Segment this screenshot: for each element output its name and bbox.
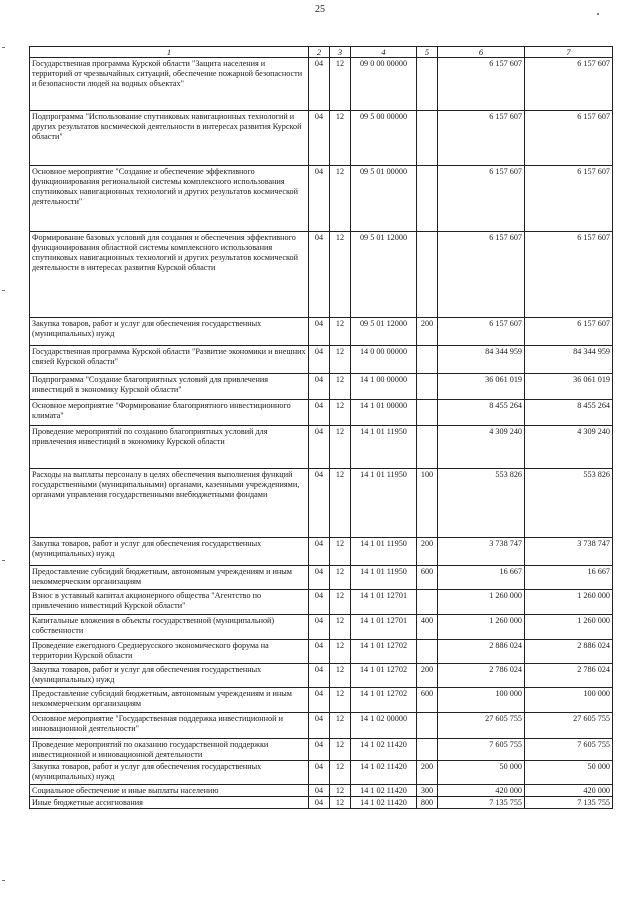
table-row bbox=[30, 426, 613, 469]
row-amount-2: 27 605 755 bbox=[525, 713, 613, 739]
row-target-article: 09 5 01 12000 bbox=[351, 232, 417, 318]
row-expense-type bbox=[417, 426, 438, 469]
row-subsection-code: 12 bbox=[330, 538, 351, 566]
row-description: Проведение ежегодного Среднерусского экономического форума на территории Курской области bbox=[30, 640, 309, 664]
row-expense-type bbox=[417, 590, 438, 615]
row-section-code: 04 bbox=[309, 785, 330, 797]
row-amount: 2 886 024 bbox=[438, 640, 525, 664]
row-description: Основное мероприятие "Создание и обеспечение эффективного функционирования региональной системы комплексного использования спутниковых навигационных технологий и других результатов космической деятельности" bbox=[30, 166, 309, 232]
row-subsection-code: 12 bbox=[330, 590, 351, 615]
row-description: Расходы на выплаты персоналу в целях обеспечения выполнения функций государственными (муниципальными) органами, казенными учреждениями, органами управления государственными внебюджетными фондами bbox=[30, 469, 309, 538]
row-target-article: 09 5 00 00000 bbox=[351, 111, 417, 166]
row-expense-type bbox=[417, 232, 438, 318]
row-subsection-code: 12 bbox=[330, 346, 351, 374]
margin-mark bbox=[2, 290, 5, 291]
row-section-code: 04 bbox=[309, 566, 330, 590]
table-row bbox=[30, 615, 613, 640]
row-description: Закупка товаров, работ и услуг для обеспечения государственных (муниципальных) нужд bbox=[30, 664, 309, 688]
row-target-article: 14 1 01 12702 bbox=[351, 664, 417, 688]
row-subsection-code: 12 bbox=[330, 111, 351, 166]
row-expense-type: 800 bbox=[417, 797, 438, 809]
row-expense-type bbox=[417, 713, 438, 739]
row-description: Основное мероприятие "Государственная поддержка инвестиционной и инновационной деятельности" bbox=[30, 713, 309, 739]
row-amount-2: 553 826 bbox=[525, 469, 613, 538]
row-amount: 7 605 755 bbox=[438, 739, 525, 761]
row-expense-type: 400 bbox=[417, 615, 438, 640]
row-amount-2: 6 157 607 bbox=[525, 111, 613, 166]
row-subsection-code: 12 bbox=[330, 615, 351, 640]
table-row bbox=[30, 374, 613, 400]
row-description: Социальное обеспечение и иные выплаты населению bbox=[30, 785, 309, 797]
column-header: 2 bbox=[309, 47, 330, 58]
row-expense-type: 600 bbox=[417, 566, 438, 590]
row-description: Предоставление субсидий бюджетным, автономным учреждениям и иным некоммерческим организациям bbox=[30, 688, 309, 713]
row-expense-type bbox=[417, 111, 438, 166]
table-body bbox=[30, 47, 613, 809]
row-section-code: 04 bbox=[309, 469, 330, 538]
row-amount: 8 455 264 bbox=[438, 400, 525, 426]
row-amount: 84 344 959 bbox=[438, 346, 525, 374]
row-amount: 1 260 000 bbox=[438, 615, 525, 640]
margin-mark bbox=[2, 880, 5, 881]
column-header: 7 bbox=[525, 47, 613, 58]
row-amount: 50 000 bbox=[438, 761, 525, 785]
row-description: Взнос в уставный капитал акционерного общества "Агентство по привлечению инвестиций Курской области" bbox=[30, 590, 309, 615]
budget-table bbox=[29, 46, 613, 809]
row-section-code: 04 bbox=[309, 664, 330, 688]
row-expense-type bbox=[417, 374, 438, 400]
row-section-code: 04 bbox=[309, 426, 330, 469]
table-row bbox=[30, 232, 613, 318]
row-target-article: 14 1 01 12702 bbox=[351, 688, 417, 713]
row-expense-type: 100 bbox=[417, 469, 438, 538]
row-subsection-code: 12 bbox=[330, 761, 351, 785]
row-section-code: 04 bbox=[309, 346, 330, 374]
table-row bbox=[30, 797, 613, 809]
row-description: Предоставление субсидий бюджетным, автономным учреждениям и иным некоммерческим организациям bbox=[30, 566, 309, 590]
row-section-code: 04 bbox=[309, 166, 330, 232]
row-amount-2: 7 135 755 bbox=[525, 797, 613, 809]
row-expense-type: 200 bbox=[417, 538, 438, 566]
margin-mark bbox=[2, 560, 5, 561]
row-target-article: 14 1 02 00000 bbox=[351, 713, 417, 739]
row-description: Подпрограмма "Создание благоприятных условий для привлечения инвестиций в экономику Курской области" bbox=[30, 374, 309, 400]
row-description: Капитальные вложения в объекты государственной (муниципальной) собственности bbox=[30, 615, 309, 640]
table-row bbox=[30, 400, 613, 426]
row-section-code: 04 bbox=[309, 111, 330, 166]
table-row bbox=[30, 111, 613, 166]
row-expense-type bbox=[417, 166, 438, 232]
row-section-code: 04 bbox=[309, 232, 330, 318]
row-amount: 2 786 024 bbox=[438, 664, 525, 688]
row-amount-2: 7 605 755 bbox=[525, 739, 613, 761]
row-section-code: 04 bbox=[309, 374, 330, 400]
row-subsection-code: 12 bbox=[330, 785, 351, 797]
margin-mark bbox=[2, 47, 5, 48]
row-description: Подпрограмма "Использование спутниковых навигационных технологий и других результатов космической деятельности в интересах развития Курской области" bbox=[30, 111, 309, 166]
row-target-article: 14 1 02 11420 bbox=[351, 739, 417, 761]
row-section-code: 04 bbox=[309, 739, 330, 761]
row-subsection-code: 12 bbox=[330, 640, 351, 664]
row-target-article: 14 1 00 00000 bbox=[351, 374, 417, 400]
column-header: 4 bbox=[351, 47, 417, 58]
table-row bbox=[30, 664, 613, 688]
row-description: Иные бюджетные ассигнования bbox=[30, 797, 309, 809]
row-target-article: 14 1 01 11950 bbox=[351, 469, 417, 538]
row-target-article: 14 1 02 11420 bbox=[351, 785, 417, 797]
column-header: 5 bbox=[417, 47, 438, 58]
row-description: Проведение мероприятий по оказанию государственной поддержки инвестиционной и инновационной деятельности bbox=[30, 739, 309, 761]
table-row bbox=[30, 640, 613, 664]
row-subsection-code: 12 bbox=[330, 469, 351, 538]
row-expense-type: 200 bbox=[417, 664, 438, 688]
row-amount: 100 000 bbox=[438, 688, 525, 713]
row-description: Закупка товаров, работ и услуг для обеспечения государственных (муниципальных) нужд bbox=[30, 761, 309, 785]
row-target-article: 14 1 01 12701 bbox=[351, 615, 417, 640]
row-section-code: 04 bbox=[309, 400, 330, 426]
column-header: 6 bbox=[438, 47, 525, 58]
row-subsection-code: 12 bbox=[330, 713, 351, 739]
row-section-code: 04 bbox=[309, 761, 330, 785]
row-target-article: 14 1 01 11950 bbox=[351, 566, 417, 590]
row-subsection-code: 12 bbox=[330, 664, 351, 688]
row-target-article: 09 5 01 12000 bbox=[351, 318, 417, 346]
table-row bbox=[30, 739, 613, 761]
page-number: 25 bbox=[315, 4, 325, 15]
table-row bbox=[30, 58, 613, 111]
row-amount-2: 8 455 264 bbox=[525, 400, 613, 426]
table-row bbox=[30, 785, 613, 797]
row-expense-type bbox=[417, 400, 438, 426]
row-expense-type bbox=[417, 58, 438, 111]
row-expense-type: 200 bbox=[417, 761, 438, 785]
row-description: Формирование базовых условий для создания и обеспечения эффективного функционирования областной системы комплексного использования спутниковых навигационных технологий и других результатов космической деятельности в интересах развития Курской области bbox=[30, 232, 309, 318]
row-target-article: 14 1 02 11420 bbox=[351, 761, 417, 785]
table-row bbox=[30, 166, 613, 232]
scan-dot bbox=[597, 13, 599, 15]
row-expense-type bbox=[417, 640, 438, 664]
table-row bbox=[30, 688, 613, 713]
row-amount: 420 000 bbox=[438, 785, 525, 797]
row-expense-type: 600 bbox=[417, 688, 438, 713]
row-amount: 6 157 607 bbox=[438, 166, 525, 232]
row-amount: 7 135 755 bbox=[438, 797, 525, 809]
row-description: Государственная программа Курской области "Защита населения и территорий от чрезвычайных ситуаций, обеспечение пожарной безопасности и безопасности людей на водных объектах" bbox=[30, 58, 309, 111]
row-description: Проведение мероприятий по созданию благоприятных условий для привлечения инвестиций в экономику Курской области bbox=[30, 426, 309, 469]
row-target-article: 09 5 01 00000 bbox=[351, 166, 417, 232]
row-target-article: 14 1 01 12702 bbox=[351, 640, 417, 664]
row-amount-2: 6 157 607 bbox=[525, 58, 613, 111]
row-amount: 16 667 bbox=[438, 566, 525, 590]
column-header: 3 bbox=[330, 47, 351, 58]
row-amount: 27 605 755 bbox=[438, 713, 525, 739]
row-subsection-code: 12 bbox=[330, 426, 351, 469]
row-amount: 3 738 747 bbox=[438, 538, 525, 566]
row-amount-2: 3 738 747 bbox=[525, 538, 613, 566]
row-amount-2: 6 157 607 bbox=[525, 166, 613, 232]
row-amount-2: 2 786 024 bbox=[525, 664, 613, 688]
row-amount: 6 157 607 bbox=[438, 318, 525, 346]
row-section-code: 04 bbox=[309, 58, 330, 111]
row-target-article: 14 0 00 00000 bbox=[351, 346, 417, 374]
row-target-article: 09 0 00 00000 bbox=[351, 58, 417, 111]
row-description: Закупка товаров, работ и услуг для обеспечения государственных (муниципальных) нужд bbox=[30, 318, 309, 346]
row-amount-2: 16 667 bbox=[525, 566, 613, 590]
table-row bbox=[30, 590, 613, 615]
row-amount: 4 309 240 bbox=[438, 426, 525, 469]
row-section-code: 04 bbox=[309, 688, 330, 713]
row-target-article: 14 1 02 11420 bbox=[351, 797, 417, 809]
row-amount-2: 6 157 607 bbox=[525, 318, 613, 346]
row-section-code: 04 bbox=[309, 538, 330, 566]
row-expense-type bbox=[417, 739, 438, 761]
row-description: Основное мероприятие "Формирование благоприятного инвестиционного климата" bbox=[30, 400, 309, 426]
row-amount: 6 157 607 bbox=[438, 111, 525, 166]
header-row bbox=[30, 47, 613, 58]
row-subsection-code: 12 bbox=[330, 688, 351, 713]
row-subsection-code: 12 bbox=[330, 400, 351, 426]
row-subsection-code: 12 bbox=[330, 318, 351, 346]
row-section-code: 04 bbox=[309, 318, 330, 346]
row-target-article: 14 1 01 12701 bbox=[351, 590, 417, 615]
column-header: 1 bbox=[30, 47, 309, 58]
row-section-code: 04 bbox=[309, 590, 330, 615]
row-section-code: 04 bbox=[309, 615, 330, 640]
row-subsection-code: 12 bbox=[330, 739, 351, 761]
row-subsection-code: 12 bbox=[330, 166, 351, 232]
row-subsection-code: 12 bbox=[330, 566, 351, 590]
row-expense-type: 200 bbox=[417, 318, 438, 346]
row-amount-2: 36 061 019 bbox=[525, 374, 613, 400]
row-subsection-code: 12 bbox=[330, 374, 351, 400]
row-amount-2: 84 344 959 bbox=[525, 346, 613, 374]
table-row bbox=[30, 713, 613, 739]
row-section-code: 04 bbox=[309, 797, 330, 809]
row-target-article: 14 1 01 11950 bbox=[351, 538, 417, 566]
row-description: Государственная программа Курской области "Развитие экономики и внешних связей Курской области" bbox=[30, 346, 309, 374]
row-amount: 36 061 019 bbox=[438, 374, 525, 400]
table-row bbox=[30, 566, 613, 590]
row-amount: 6 157 607 bbox=[438, 58, 525, 111]
row-amount-2: 4 309 240 bbox=[525, 426, 613, 469]
row-subsection-code: 12 bbox=[330, 232, 351, 318]
row-section-code: 04 bbox=[309, 640, 330, 664]
row-amount-2: 2 886 024 bbox=[525, 640, 613, 664]
row-amount: 6 157 607 bbox=[438, 232, 525, 318]
row-subsection-code: 12 bbox=[330, 58, 351, 111]
row-amount: 1 260 000 bbox=[438, 590, 525, 615]
row-section-code: 04 bbox=[309, 713, 330, 739]
row-amount-2: 6 157 607 bbox=[525, 232, 613, 318]
row-amount-2: 50 000 bbox=[525, 761, 613, 785]
table-row bbox=[30, 469, 613, 538]
row-expense-type bbox=[417, 346, 438, 374]
row-expense-type: 300 bbox=[417, 785, 438, 797]
row-description: Закупка товаров, работ и услуг для обеспечения государственных (муниципальных) нужд bbox=[30, 538, 309, 566]
table-row bbox=[30, 538, 613, 566]
table-row bbox=[30, 761, 613, 785]
row-target-article: 14 1 01 00000 bbox=[351, 400, 417, 426]
row-amount-2: 100 000 bbox=[525, 688, 613, 713]
table-row bbox=[30, 318, 613, 346]
table-row bbox=[30, 346, 613, 374]
row-amount-2: 1 260 000 bbox=[525, 615, 613, 640]
row-subsection-code: 12 bbox=[330, 797, 351, 809]
row-amount-2: 420 000 bbox=[525, 785, 613, 797]
row-target-article: 14 1 01 11950 bbox=[351, 426, 417, 469]
row-amount-2: 1 260 000 bbox=[525, 590, 613, 615]
row-amount: 553 826 bbox=[438, 469, 525, 538]
